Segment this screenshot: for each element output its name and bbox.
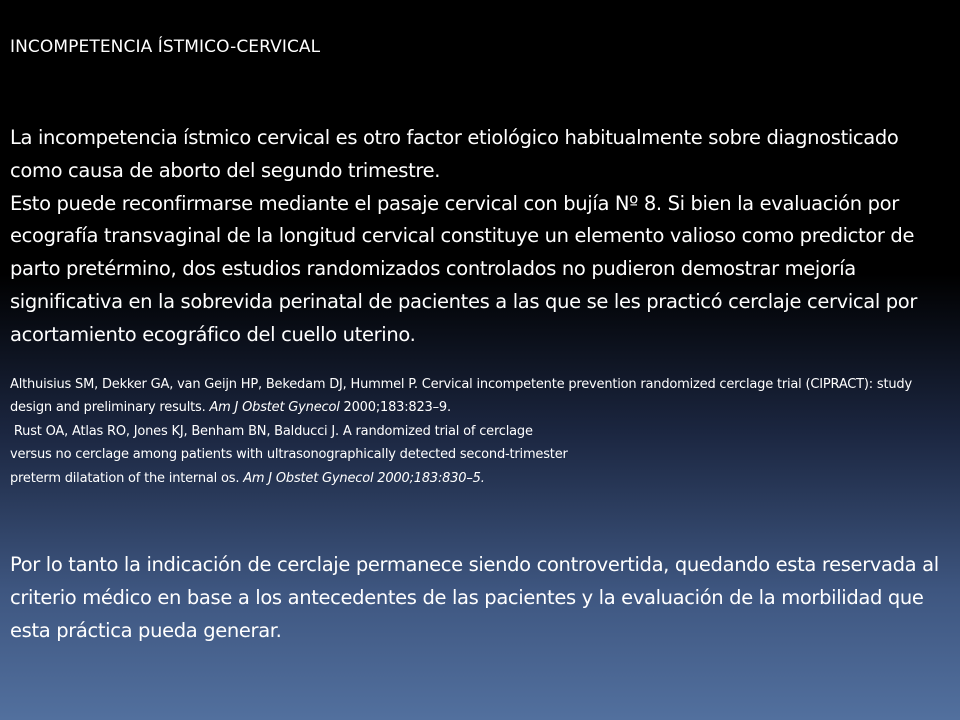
reference-2-journal: Am J Obstet Gynecol 2000;183:830–5. — [243, 470, 485, 486]
conclusion-text: Por lo tanto la indicación de cerclaje permanece siendo controvertida, quedando esta reservada al criterio médico en base a los antecedentes de las pacientes y la evaluación de la morbilidad que esta práctica pueda generar. — [10, 553, 939, 642]
paragraph-evaluation: Esto puede reconfirmarse mediante el pasaje cervical con bujía Nº 8. Si bien la evaluación por ecografía transvaginal de la longitud cervical constituye un elemento valioso como predictor de parto pretérmino, dos estudios randomizados controlados no pudieron demostrar mejoría significativa en la sobrevida perinatal de pacientes a las que se les practicó cerclaje cervical por acortamiento ecográfico del cuello uterino. — [10, 191, 918, 346]
references — [10, 373, 950, 490]
reference-2-line-3 — [10, 467, 950, 490]
body-text — [10, 122, 950, 352]
reference-1-citation: 2000;183:823–9. — [339, 400, 451, 416]
paragraph-incompetence: La incompetencia ístmico cervical es otro factor etiológico habitualmente sobre diagnosticado como causa de aborto del segundo trimestre. — [10, 126, 899, 182]
reference-1-text: Althuisius SM, Dekker GA, van Geijn HP, Bekedam DJ, Hummel P. Cervical incompetente prevention randomized cerclage trial (CIPRACT): study design and preliminary results. — [10, 377, 912, 416]
reference-2-line-2: versus no cerclage among patients with ultrasonographically detected second-trimester — [10, 447, 568, 463]
reference-2-line-1: Rust OA, Atlas RO, Jones KJ, Benham BN, Balducci J. A randomized trial of cerclage — [10, 423, 533, 439]
reference-2-text: preterm dilatation of the internal os. — [10, 470, 244, 486]
reference-1 — [10, 373, 950, 420]
reference-1-journal: Am J Obstet Gynecol — [209, 400, 340, 416]
slide-title: INCOMPETENCIA ÍSTMICO-CERVICAL — [10, 37, 321, 57]
